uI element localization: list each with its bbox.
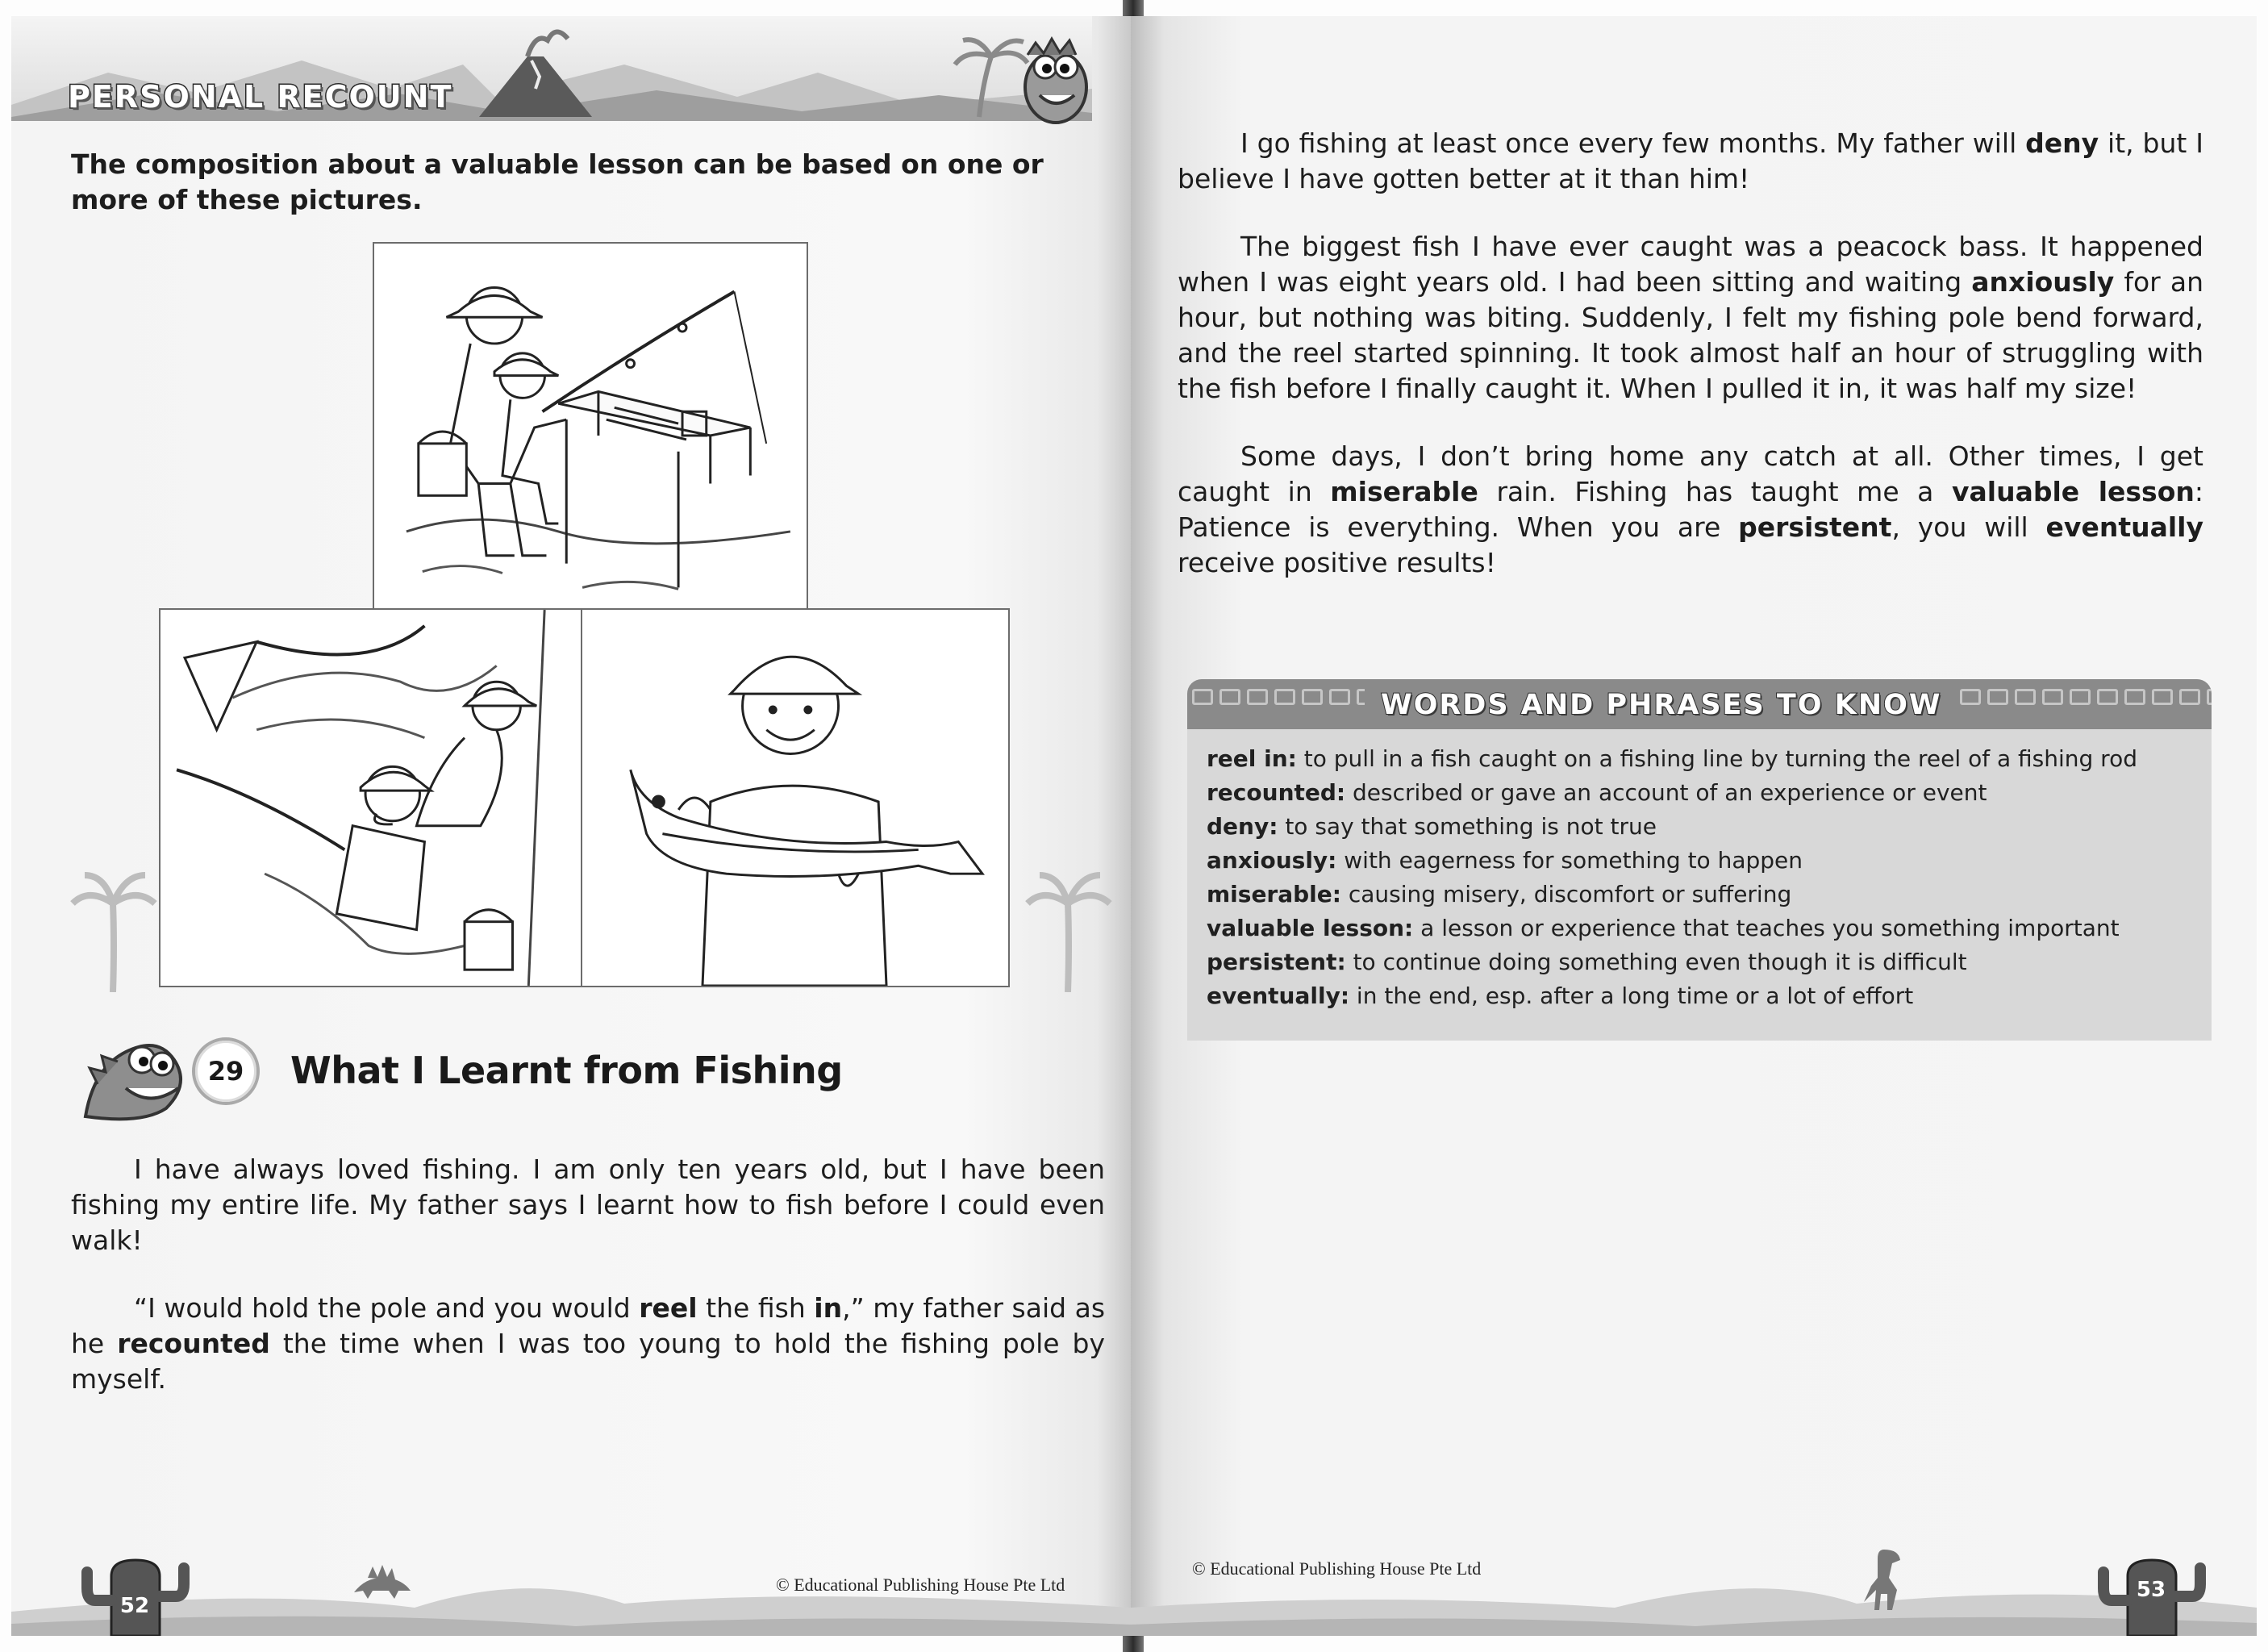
vocabulary-definition: causing misery, discomfort or suffering (1340, 881, 1792, 907)
vocabulary-item (1207, 912, 2199, 945)
story-text-left (71, 1152, 1105, 1429)
dinosaur-mascot-icon (77, 1020, 198, 1124)
stegosaurus-icon (350, 1563, 415, 1599)
vocabulary-term: recounted: (1207, 779, 1346, 806)
picture-boy-holding-big-fish (581, 608, 1010, 987)
trex-icon (1860, 1546, 1908, 1610)
story-paragraph: The biggest fish I have ever caught was a peacock bass. It happened when I was eight years old. I had been sitting and waiting anxiously for an hour, but nothing was biting. Suddenly, I felt my fishing pole bend forward, and the reel started spinning. It took almost half an hour of struggling with the fish before I finally caught it. When I pulled it in, it was half my size! (1178, 231, 2203, 404)
vocabulary-item (1207, 878, 2199, 912)
vocabulary-term: persistent: (1207, 949, 1346, 975)
palm-tree-icon (65, 855, 161, 992)
vocabulary-item (1207, 810, 2199, 844)
vocabulary-term: anxiously: (1207, 847, 1337, 874)
vocabulary-item (1207, 979, 2199, 1013)
copyright-left: © Educational Publishing House Pte Ltd (776, 1575, 1065, 1595)
story-title-row (68, 1020, 955, 1124)
copyright-right: © Educational Publishing House Pte Ltd (1192, 1558, 1482, 1579)
vocabulary-definition: to say that something is not true (1278, 813, 1657, 840)
section-header-title: PERSONAL RECOUNT (68, 79, 453, 115)
vocabulary-item (1207, 844, 2199, 878)
vocabulary-term: eventually: (1207, 982, 1350, 1009)
intro-instruction: The composition about a valuable lesson can be based on one or more of these pictures. (71, 148, 1044, 215)
vocabulary-definition: to continue doing something even though it is difficult (1345, 949, 1967, 975)
dinosaur-mascot-icon (1011, 31, 1100, 127)
words-box-header-band (1187, 679, 2212, 729)
vocabulary-term: valuable lesson: (1207, 915, 1414, 941)
story-paragraph: I have always loved fishing. I am only ten years old, but I have been fishing my entire life. My father says I learnt how to fish before I could even walk! (71, 1153, 1105, 1256)
story-paragraph: “I would hold the pole and you would reel the fish in,” my father said as he recounted the time when I was too young to hold the fishing pole by myself. (71, 1292, 1106, 1395)
left-page (11, 16, 1131, 1636)
vocabulary-definition: with eagerness for something to happen (1336, 847, 1803, 874)
vocabulary-list (1207, 742, 2199, 1013)
story-paragraph: Some days, I don’t bring home any catch at all. Other times, I get caught in miserable rain. Fishing has taught me a valuable lesson: Patience is everything. When you are persistent, you will eventually receive positive results! (1178, 440, 2203, 578)
story-title: What I Learnt from Fishing (290, 1049, 843, 1092)
story-paragraph: I go fishing at least once every few months. My father will deny it, but I believe I have gotten better at it than him! (1178, 127, 2203, 194)
vocabulary-term: deny: (1207, 813, 1278, 840)
vocabulary-definition: described or gave an account of an experience or event (1345, 779, 1987, 806)
vocabulary-definition: a lesson or experience that teaches you something important (1413, 915, 2120, 941)
right-page (1131, 16, 2257, 1636)
story-text-right (1178, 126, 2203, 613)
page-number-left: 52 (119, 1594, 150, 1618)
page-number-right: 53 (2136, 1578, 2166, 1602)
vocabulary-definition: to pull in a fish caught on a fishing line by turning the reel of a fishing rod (1296, 745, 2137, 772)
picture-boy-waiting-in-rain (159, 608, 582, 987)
vocabulary-item (1207, 945, 2199, 979)
words-box-heading: WORDS AND PHRASES TO KNOW (1365, 689, 1957, 721)
words-and-phrases-box (1187, 679, 2212, 1041)
picture-father-son-on-pier (373, 242, 808, 624)
story-number-badge: 29 (192, 1037, 260, 1105)
vocabulary-term: reel in: (1207, 745, 1297, 772)
palm-tree-icon (1019, 855, 1116, 992)
vocabulary-item (1207, 776, 2199, 810)
vocabulary-item (1207, 742, 2199, 776)
vocabulary-term: miserable: (1207, 881, 1341, 907)
vocabulary-definition: in the end, esp. after a long time or a lot of effort (1349, 982, 1914, 1009)
